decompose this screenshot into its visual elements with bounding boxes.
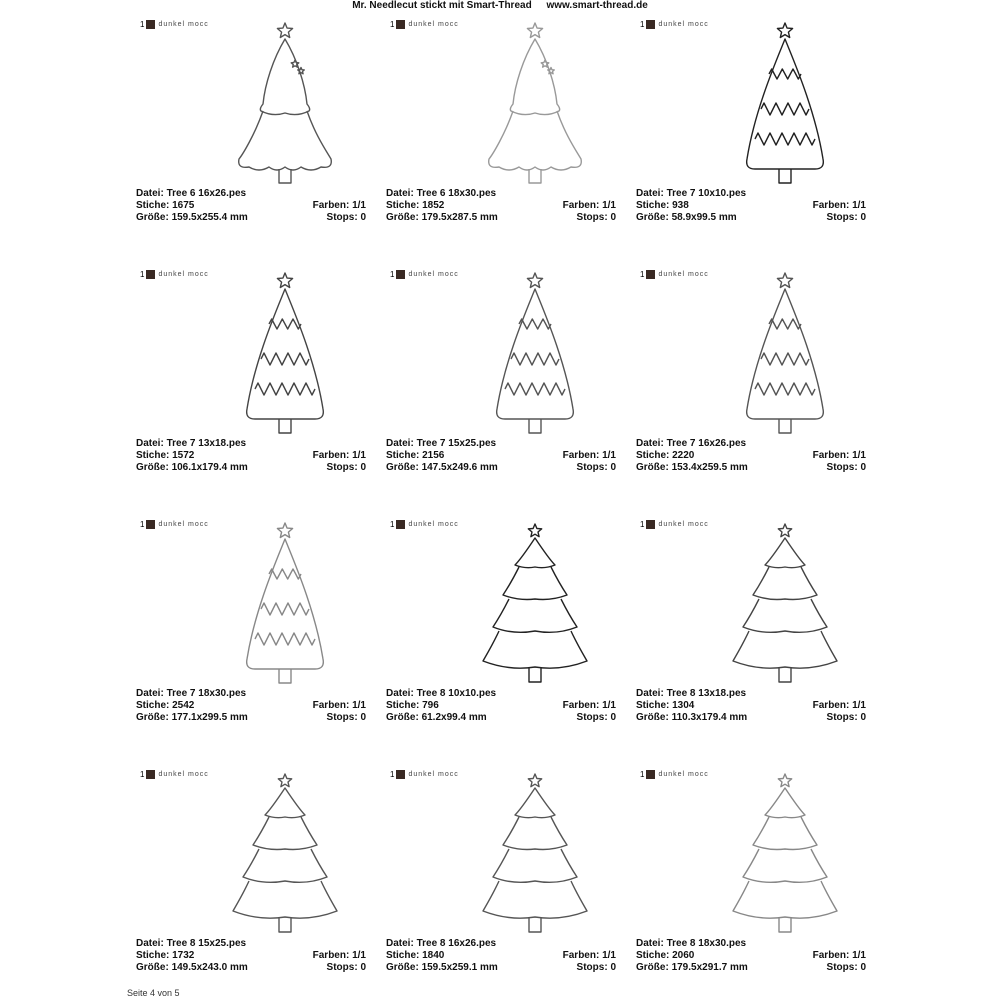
thread-color-number: 1 <box>140 769 146 779</box>
design-size: 147.5x249.6 mm <box>421 462 498 473</box>
color-line: Farben: 1/1 <box>812 450 866 461</box>
file-line: Datei: Tree 6 18x30.pes <box>386 188 497 199</box>
stitch-line: Stiche: 938 <box>636 200 689 211</box>
thread-color-number: 1 <box>640 19 646 29</box>
thread-color-number: 1 <box>140 269 146 279</box>
stitch-count: 1852 <box>422 200 445 211</box>
stitch-count: 2220 <box>672 450 695 461</box>
stitch-line: Stiche: 1675 <box>136 200 195 211</box>
stitch-count: 938 <box>672 200 689 211</box>
stop-count: 0 <box>610 462 616 473</box>
stops-line: Stops: 0 <box>576 462 616 473</box>
design-info <box>136 938 366 974</box>
design-info <box>386 938 616 974</box>
thread-color-swatch <box>646 770 655 779</box>
size-line: Größe: 179.5x287.5 mm <box>386 212 498 223</box>
file-name: Tree 8 13x18.pes <box>666 688 747 699</box>
stop-count: 0 <box>610 962 616 973</box>
color-count: 1/1 <box>352 450 366 461</box>
design-card <box>380 764 620 1004</box>
design-size: 110.3x179.4 mm <box>671 712 748 723</box>
file-line: Datei: Tree 8 18x30.pes <box>636 938 747 949</box>
file-line: Datei: Tree 6 16x26.pes <box>136 188 247 199</box>
thread-color-number: 1 <box>390 19 396 29</box>
thread-color-swatch <box>646 520 655 529</box>
color-count: 1/1 <box>602 200 616 211</box>
stitch-line: Stiche: 2220 <box>636 450 695 461</box>
color-count: 1/1 <box>602 700 616 711</box>
design-info <box>136 438 366 474</box>
tree-preview <box>475 519 595 689</box>
size-line: Größe: 106.1x179.4 mm <box>136 462 248 473</box>
color-count: 1/1 <box>852 700 866 711</box>
stitch-count: 1572 <box>172 450 195 461</box>
design-size: 58.9x99.5 mm <box>671 212 737 223</box>
stitch-line: Stiche: 2060 <box>636 950 695 961</box>
tree-preview <box>225 269 345 439</box>
thread-color-name: dunkel mocc <box>408 770 459 778</box>
stops-line: Stops: 0 <box>326 462 366 473</box>
design-info <box>386 188 616 224</box>
size-line: Größe: 110.3x179.4 mm <box>636 712 748 723</box>
color-line: Farben: 1/1 <box>312 450 366 461</box>
design-card <box>630 14 870 254</box>
size-line: Größe: 147.5x249.6 mm <box>386 462 498 473</box>
file-line: Datei: Tree 7 18x30.pes <box>136 688 247 699</box>
stops-line: Stops: 0 <box>576 712 616 723</box>
tree-preview <box>225 19 345 189</box>
thread-color-label <box>640 19 709 29</box>
color-line: Farben: 1/1 <box>812 200 866 211</box>
thread-color-number: 1 <box>390 769 396 779</box>
stitch-count: 2542 <box>172 700 195 711</box>
stop-count: 0 <box>860 462 866 473</box>
design-info <box>636 938 866 974</box>
color-line: Farben: 1/1 <box>312 200 366 211</box>
size-line: Größe: 153.4x259.5 mm <box>636 462 748 473</box>
thread-color-label <box>640 269 709 279</box>
tree-preview <box>475 19 595 189</box>
color-line: Farben: 1/1 <box>562 450 616 461</box>
stops-line: Stops: 0 <box>826 712 866 723</box>
header-url: www.smart-thread.de <box>546 0 648 11</box>
thread-color-name: dunkel mocc <box>408 270 459 278</box>
design-size: 153.4x259.5 mm <box>671 462 748 473</box>
stitch-count: 2060 <box>672 950 695 961</box>
thread-color-label <box>140 769 209 779</box>
stops-line: Stops: 0 <box>576 212 616 223</box>
design-info <box>636 188 866 224</box>
file-name: Tree 8 10x10.pes <box>416 688 497 699</box>
stitch-line: Stiche: 2156 <box>386 450 445 461</box>
color-count: 1/1 <box>602 950 616 961</box>
color-line: Farben: 1/1 <box>312 700 366 711</box>
size-line: Größe: 159.5x259.1 mm <box>386 962 498 973</box>
stitch-line: Stiche: 796 <box>386 700 439 711</box>
design-size: 149.5x243.0 mm <box>171 962 248 973</box>
thread-color-name: dunkel mocc <box>408 520 459 528</box>
stitch-count: 796 <box>422 700 439 711</box>
thread-color-swatch <box>646 270 655 279</box>
size-line: Größe: 58.9x99.5 mm <box>636 212 737 223</box>
color-count: 1/1 <box>352 200 366 211</box>
size-line: Größe: 159.5x255.4 mm <box>136 212 248 223</box>
thread-color-name: dunkel mocc <box>658 270 709 278</box>
stop-count: 0 <box>360 212 366 223</box>
stitch-count: 1304 <box>672 700 695 711</box>
thread-color-name: dunkel mocc <box>158 520 209 528</box>
stitch-count: 1732 <box>172 950 195 961</box>
design-info <box>636 438 866 474</box>
file-line: Datei: Tree 7 15x25.pes <box>386 438 497 449</box>
stop-count: 0 <box>860 712 866 723</box>
size-line: Größe: 179.5x291.7 mm <box>636 962 748 973</box>
stops-line: Stops: 0 <box>826 962 866 973</box>
size-line: Größe: 149.5x243.0 mm <box>136 962 248 973</box>
file-name: Tree 7 13x18.pes <box>166 438 247 449</box>
color-count: 1/1 <box>602 450 616 461</box>
design-size: 159.5x255.4 mm <box>171 212 248 223</box>
file-line: Datei: Tree 8 16x26.pes <box>386 938 497 949</box>
file-line: Datei: Tree 7 10x10.pes <box>636 188 747 199</box>
thread-color-swatch <box>396 20 405 29</box>
design-size: 177.1x299.5 mm <box>171 712 248 723</box>
stitch-line: Stiche: 1732 <box>136 950 195 961</box>
design-info <box>636 688 866 724</box>
design-card <box>380 264 620 504</box>
stop-count: 0 <box>610 712 616 723</box>
tree-preview <box>725 19 845 189</box>
color-count: 1/1 <box>352 700 366 711</box>
page-header <box>0 0 1000 12</box>
thread-color-swatch <box>396 270 405 279</box>
stitch-count: 1840 <box>422 950 445 961</box>
design-card <box>630 264 870 504</box>
thread-color-name: dunkel mocc <box>158 770 209 778</box>
color-line: Farben: 1/1 <box>812 950 866 961</box>
file-name: Tree 8 16x26.pes <box>416 938 497 949</box>
stop-count: 0 <box>860 212 866 223</box>
file-line: Datei: Tree 8 15x25.pes <box>136 938 247 949</box>
design-card <box>630 764 870 1004</box>
file-name: Tree 6 16x26.pes <box>166 188 247 199</box>
file-name: Tree 8 18x30.pes <box>666 938 747 949</box>
stitch-line: Stiche: 2542 <box>136 700 195 711</box>
thread-color-label <box>390 769 459 779</box>
stops-line: Stops: 0 <box>576 962 616 973</box>
design-card <box>130 264 370 504</box>
file-line: Datei: Tree 7 13x18.pes <box>136 438 247 449</box>
color-line: Farben: 1/1 <box>312 950 366 961</box>
thread-color-label <box>140 519 209 529</box>
thread-color-number: 1 <box>640 769 646 779</box>
thread-color-name: dunkel mocc <box>158 20 209 28</box>
stitch-line: Stiche: 1840 <box>386 950 445 961</box>
color-count: 1/1 <box>852 200 866 211</box>
design-card <box>130 14 370 254</box>
design-size: 159.5x259.1 mm <box>421 962 498 973</box>
color-line: Farben: 1/1 <box>812 700 866 711</box>
thread-color-swatch <box>146 520 155 529</box>
file-name: Tree 7 16x26.pes <box>666 438 747 449</box>
thread-color-name: dunkel mocc <box>658 520 709 528</box>
color-line: Farben: 1/1 <box>562 950 616 961</box>
stop-count: 0 <box>860 962 866 973</box>
stitch-line: Stiche: 1572 <box>136 450 195 461</box>
tree-preview <box>475 269 595 439</box>
thread-color-number: 1 <box>390 519 396 529</box>
design-size: 179.5x287.5 mm <box>421 212 498 223</box>
header-title: Mr. Needlecut stickt mit Smart-Thread <box>352 0 532 11</box>
thread-color-number: 1 <box>140 19 146 29</box>
design-size: 61.2x99.4 mm <box>421 712 487 723</box>
design-info <box>136 688 366 724</box>
tree-preview <box>725 519 845 689</box>
stitch-count: 2156 <box>422 450 445 461</box>
design-card <box>380 514 620 754</box>
file-name: Tree 7 18x30.pes <box>166 688 247 699</box>
thread-color-label <box>140 269 209 279</box>
thread-color-number: 1 <box>390 269 396 279</box>
thread-color-name: dunkel mocc <box>658 770 709 778</box>
stops-line: Stops: 0 <box>326 212 366 223</box>
stop-count: 0 <box>360 962 366 973</box>
thread-color-name: dunkel mocc <box>158 270 209 278</box>
stop-count: 0 <box>360 462 366 473</box>
size-line: Größe: 61.2x99.4 mm <box>386 712 487 723</box>
size-line: Größe: 177.1x299.5 mm <box>136 712 248 723</box>
thread-color-swatch <box>396 520 405 529</box>
thread-color-number: 1 <box>140 519 146 529</box>
design-info <box>386 688 616 724</box>
file-line: Datei: Tree 8 10x10.pes <box>386 688 497 699</box>
thread-color-label <box>390 519 459 529</box>
tree-preview <box>225 519 345 689</box>
thread-color-swatch <box>146 770 155 779</box>
design-size: 179.5x291.7 mm <box>671 962 748 973</box>
tree-preview <box>725 769 845 939</box>
thread-color-name: dunkel mocc <box>408 20 459 28</box>
stitch-count: 1675 <box>172 200 195 211</box>
file-name: Tree 7 15x25.pes <box>416 438 497 449</box>
color-line: Farben: 1/1 <box>562 700 616 711</box>
file-line: Datei: Tree 7 16x26.pes <box>636 438 747 449</box>
stops-line: Stops: 0 <box>826 462 866 473</box>
thread-color-number: 1 <box>640 519 646 529</box>
design-size: 106.1x179.4 mm <box>171 462 248 473</box>
color-count: 1/1 <box>852 950 866 961</box>
thread-color-label <box>390 19 459 29</box>
file-name: Tree 7 10x10.pes <box>666 188 747 199</box>
stitch-line: Stiche: 1852 <box>386 200 445 211</box>
design-card <box>380 14 620 254</box>
tree-preview <box>725 269 845 439</box>
stops-line: Stops: 0 <box>326 962 366 973</box>
page-number: Seite 4 von 5 <box>127 988 180 998</box>
thread-color-label <box>640 769 709 779</box>
stop-count: 0 <box>360 712 366 723</box>
color-count: 1/1 <box>852 450 866 461</box>
file-name: Tree 6 18x30.pes <box>416 188 497 199</box>
design-card <box>130 514 370 754</box>
design-info <box>386 438 616 474</box>
design-card <box>130 764 370 1004</box>
design-card <box>630 514 870 754</box>
thread-color-swatch <box>146 20 155 29</box>
thread-color-label <box>640 519 709 529</box>
tree-preview <box>225 769 345 939</box>
thread-color-label <box>140 19 209 29</box>
tree-preview <box>475 769 595 939</box>
thread-color-number: 1 <box>640 269 646 279</box>
file-line: Datei: Tree 8 13x18.pes <box>636 688 747 699</box>
file-name: Tree 8 15x25.pes <box>166 938 247 949</box>
color-count: 1/1 <box>352 950 366 961</box>
stop-count: 0 <box>610 212 616 223</box>
thread-color-swatch <box>646 20 655 29</box>
stops-line: Stops: 0 <box>326 712 366 723</box>
color-line: Farben: 1/1 <box>562 200 616 211</box>
thread-color-label <box>390 269 459 279</box>
design-info <box>136 188 366 224</box>
thread-color-swatch <box>396 770 405 779</box>
stops-line: Stops: 0 <box>826 212 866 223</box>
stitch-line: Stiche: 1304 <box>636 700 695 711</box>
thread-color-swatch <box>146 270 155 279</box>
thread-color-name: dunkel mocc <box>658 20 709 28</box>
